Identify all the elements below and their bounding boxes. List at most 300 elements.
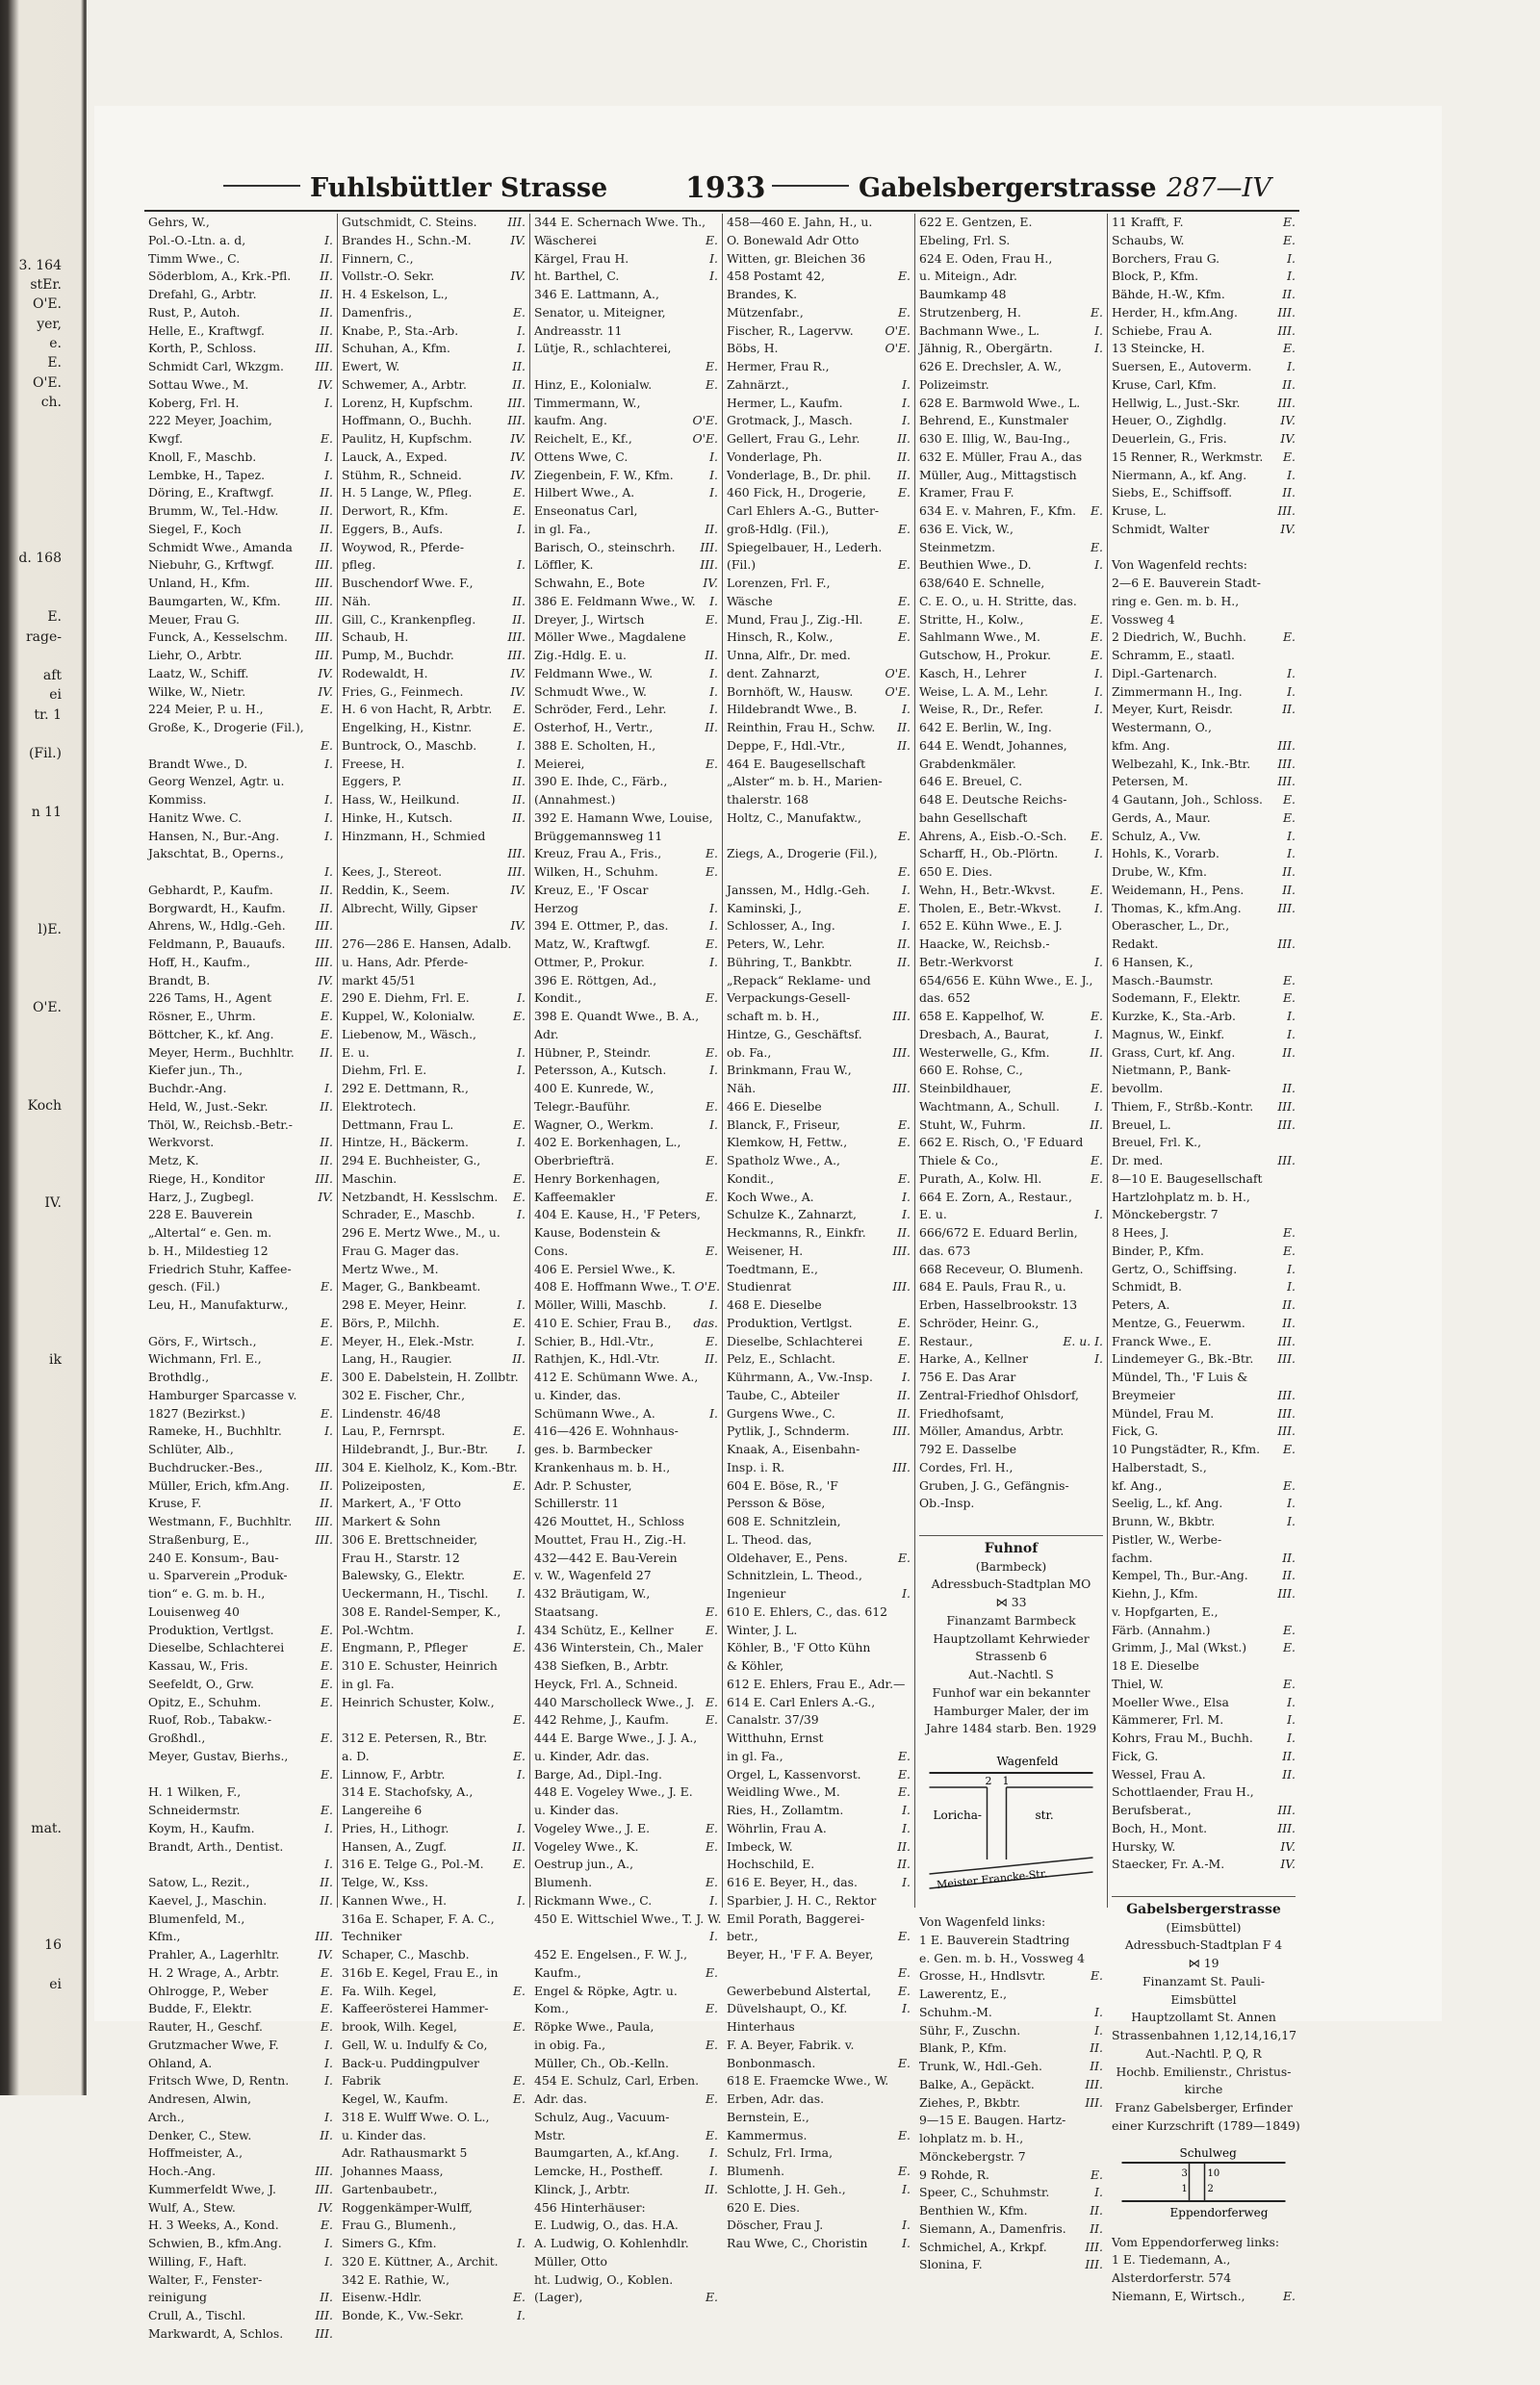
directory-entry	[1112, 1405, 1296, 1423]
floor-code: II.	[1282, 864, 1296, 879]
directory-column-4	[722, 214, 914, 2250]
directory-entry	[534, 1261, 718, 1279]
directory-entry	[148, 2144, 333, 2163]
directory-entry	[342, 1585, 526, 1603]
entry-text	[148, 1315, 152, 1333]
previous-page-fragment	[0, 197, 62, 1993]
entry-text	[148, 1856, 152, 1874]
directory-entry	[1112, 1639, 1296, 1657]
entry-text: Zig.-Hdlg. E. u.	[534, 648, 627, 662]
directory-column-3	[529, 214, 722, 2305]
directory-entry	[727, 756, 911, 774]
entry-text: Balewsky, G., Elektr.	[342, 1568, 466, 1583]
entry-text: Thöl, W., Reichsb.-Betr.-	[148, 1116, 293, 1132]
floor-code: O'E.	[885, 322, 911, 338]
entry-text: Schrader, E., Maschb.	[342, 1207, 475, 1222]
entry-text: 318 E. Wulff Wwe. O. L.,	[342, 2109, 490, 2124]
floor-code: O'E.	[885, 683, 911, 699]
fragment-line	[0, 432, 62, 451]
floor-code: E.	[513, 1477, 526, 1493]
floor-code	[523, 2109, 526, 2127]
floor-code	[715, 2235, 718, 2253]
entry-text: 402 E. Borkenhagen, L.,	[534, 1135, 681, 1150]
directory-entry	[1112, 232, 1296, 250]
directory-entry	[342, 2037, 526, 2055]
floor-code: E.	[706, 1098, 718, 1114]
entry-text: Mönckebergstr. 7	[919, 2148, 1026, 2164]
directory-entry	[534, 882, 718, 900]
floor-code	[908, 1622, 911, 1640]
directory-entry	[342, 1838, 526, 1857]
floor-code: III.	[700, 557, 718, 573]
entry-text: Börs, P., Milchh.	[342, 1315, 440, 1330]
directory-entry	[148, 1622, 333, 1640]
directory-entry	[919, 719, 1103, 737]
floor-code: E.	[898, 629, 911, 645]
floor-code: I.	[709, 449, 718, 464]
entry-text: fachm.	[1112, 1550, 1153, 1565]
directory-entry	[534, 1531, 718, 1550]
entry-text: E. u.	[919, 1207, 947, 1222]
street-info-line: Strassenbahnen 1,12,14,16,17	[1112, 2028, 1297, 2042]
floor-code: I.	[709, 918, 718, 934]
directory-entry	[342, 1730, 526, 1748]
entry-text: Adr.	[534, 1026, 559, 1041]
directory-entry	[148, 1513, 333, 1531]
directory-entry	[148, 556, 333, 575]
directory-entry	[1112, 304, 1296, 322]
floor-code: I.	[1094, 846, 1103, 861]
section-separator	[1112, 1896, 1296, 1897]
entry-text: Seefeldt, O., Grw.	[148, 1676, 254, 1691]
floor-code	[1100, 2112, 1103, 2130]
directory-entry	[148, 1856, 333, 1874]
entry-text: Haacke, W., Reichsb.-	[919, 936, 1050, 951]
floor-code: IV.	[318, 683, 333, 699]
fragment-line	[0, 1370, 62, 1389]
directory-entry	[534, 502, 718, 521]
floor-code: II.	[512, 611, 526, 627]
directory-entry	[342, 863, 526, 882]
entry-text: Hinke, H., Kutsch.	[342, 809, 453, 825]
entry-text: Lauck, A., Exped.	[342, 449, 448, 464]
entry-text: Kreuz, Frau A., Fris.,	[534, 846, 662, 861]
directory-entry	[727, 1261, 911, 1279]
entry-text: Brumm, W., Tel.-Hdw.	[148, 503, 279, 518]
fragment-line	[0, 901, 62, 920]
floor-code	[908, 502, 911, 521]
floor-code	[1293, 1783, 1296, 1802]
directory-entry	[1112, 1730, 1296, 1748]
directory-entry	[148, 1296, 333, 1315]
floor-code: E.	[706, 359, 718, 373]
fragment-line	[0, 1662, 62, 1681]
entry-text: 618 E. Fraemcke Wwe., W.	[727, 2073, 889, 2089]
fragment-line	[0, 1448, 62, 1467]
directory-entry	[534, 2289, 718, 2307]
floor-code: I.	[324, 2109, 333, 2124]
floor-code	[1100, 268, 1103, 286]
street-range-end: Gabelsbergerstrasse	[859, 173, 1157, 203]
directory-entry	[148, 954, 333, 972]
floor-code	[1293, 1170, 1296, 1189]
floor-code: II.	[705, 521, 718, 536]
floor-code	[523, 286, 526, 304]
entry-text: & Köhler,	[727, 1658, 784, 1673]
fragment-line: E.	[47, 355, 62, 372]
floor-code: E.	[706, 1712, 718, 1728]
floor-code: I.	[324, 1857, 333, 1872]
directory-entry	[342, 286, 526, 304]
entry-text: Hansen, N., Bur.-Ang.	[148, 828, 280, 843]
entry-text: 1 E. Tiedemann, A.,	[1112, 2252, 1231, 2268]
map-label-1: 1	[1181, 2183, 1188, 2194]
entry-text: Schlüter, Alb.,	[148, 1442, 234, 1456]
entry-text: (Lager),	[534, 2290, 583, 2305]
entry-text: Henry Borkenhagen,	[534, 1170, 660, 1186]
floor-code: I.	[902, 395, 911, 410]
directory-entry	[727, 791, 911, 809]
floor-code	[1293, 1206, 1296, 1224]
entry-text: Klinck, J., Arbtr.	[534, 2181, 630, 2196]
entry-text: Brandt Wwe., D.	[148, 756, 248, 771]
directory-entry	[148, 412, 333, 430]
entry-text: Grabdenkmäler.	[919, 756, 1016, 771]
entry-text: 224 Meier, P. u. H.,	[148, 702, 264, 717]
directory-entry	[727, 2090, 911, 2109]
directory-column-1	[144, 214, 337, 2341]
directory-entry	[342, 2235, 526, 2253]
floor-code	[715, 1802, 718, 1820]
entry-text: Schmidt Wwe., Amanda	[148, 539, 293, 554]
entry-text: Franck Wwe., E.	[1112, 1333, 1212, 1348]
directory-entry	[727, 1224, 911, 1243]
entry-text: Buntrock, O., Maschb.	[342, 737, 477, 753]
floor-code	[1100, 972, 1103, 990]
entry-text: 320 E. Küttner, A., Archit.	[342, 2253, 499, 2269]
entry-text: Kommiss.	[148, 792, 207, 807]
entry-text: Reddin, K., Seem.	[342, 882, 450, 897]
entry-text: Kondit.,	[727, 1170, 775, 1186]
directory-entry	[727, 376, 911, 395]
entry-text: Dreyer, J., Wirtsch	[534, 611, 645, 627]
fuhnof-street-map	[919, 1744, 1103, 1908]
entry-text: 4 Gautann, Joh., Schloss.	[1112, 792, 1264, 807]
directory-entry	[727, 2199, 911, 2218]
entry-text: 638/640 E. Schnelle,	[919, 576, 1045, 590]
directory-entry	[919, 1986, 1103, 2004]
fragment-line	[0, 783, 62, 803]
directory-entry	[1112, 1134, 1296, 1152]
directory-entry	[148, 701, 333, 719]
entry-text: Witthuhn, Ernst	[727, 1731, 824, 1745]
directory-entry	[148, 1369, 333, 1387]
entry-text: Mützenfabr.,	[727, 304, 804, 320]
floor-code: I.	[1094, 341, 1103, 356]
entry-text: Markwardt, A, Schlos.	[148, 2325, 284, 2341]
floor-code	[1100, 575, 1103, 593]
entry-text: Brinkmann, Frau W.,	[727, 1063, 852, 1078]
gabelsberger-street-block	[1112, 1896, 1300, 2228]
floor-code: I.	[1094, 702, 1103, 717]
directory-entry	[342, 1405, 526, 1423]
floor-code: E.	[1091, 611, 1103, 627]
directory-entry	[919, 1134, 1103, 1152]
entry-text: Schulz, Aug., Vacuum-	[534, 2109, 670, 2124]
entry-text: bevollm.	[1112, 1081, 1164, 1095]
street-info-line: ⋈ 19	[1188, 1956, 1219, 1970]
entry-text: Pytlik, J., Schnderm.	[727, 1423, 850, 1439]
directory-entry	[1112, 611, 1296, 629]
entry-text: Löffler, K.	[534, 557, 594, 573]
floor-code	[1293, 954, 1296, 972]
entry-text: Janssen, M., Hdlg.-Geh.	[727, 882, 870, 897]
floor-code	[523, 1080, 526, 1098]
entry-text: Hass, W., Heilkund.	[342, 792, 460, 807]
floor-code	[715, 1730, 718, 1748]
directory-entry	[1112, 539, 1296, 557]
entry-text: 410 E. Schier, Frau B.,	[534, 1315, 672, 1330]
directory-entry	[919, 1913, 1103, 1932]
directory-entry	[727, 1711, 911, 1730]
entry-text: Röpke Wwe., Paula,	[534, 2019, 654, 2034]
floor-code	[715, 2109, 718, 2127]
directory-entry	[534, 2055, 718, 2073]
directory-entry	[919, 1261, 1103, 1279]
floor-code: III.	[315, 1531, 333, 1547]
street-info-line: Adressbuch-Stadtplan MO	[931, 1577, 1091, 1592]
directory-entry	[1112, 1748, 1296, 1766]
floor-code	[715, 972, 718, 990]
floor-code: I.	[517, 1207, 526, 1222]
directory-entry	[919, 1495, 1103, 1513]
floor-code	[908, 1531, 911, 1550]
floor-code	[1293, 2270, 1296, 2288]
entry-text: Emil Porath, Baggerei-	[727, 1911, 865, 1926]
floor-code	[523, 1550, 526, 1568]
fragment-line	[0, 1174, 62, 1193]
street-info-line: Franz Gabelsberger, Erfinder	[1115, 2100, 1293, 2115]
directory-entry	[919, 1459, 1103, 1477]
floor-code: E.	[321, 1676, 333, 1691]
directory-entry	[148, 304, 333, 322]
fragment-line	[0, 217, 62, 236]
entry-text: Von Wagenfeld links:	[919, 1914, 1046, 1929]
fragment-line	[0, 1116, 62, 1135]
fragment-line	[0, 842, 62, 861]
entry-text: Gerds, A., Maur.	[1112, 809, 1211, 825]
directory-entry	[148, 2037, 333, 2055]
entry-text: Döscher, Frau J.	[727, 2218, 824, 2233]
floor-code: E.	[321, 1370, 333, 1384]
floor-code	[715, 1567, 718, 1585]
floor-code	[1293, 539, 1296, 557]
directory-entry	[919, 467, 1103, 485]
floor-code	[1100, 1369, 1103, 1387]
floor-code: II.	[1090, 2203, 1103, 2218]
floor-code	[523, 972, 526, 990]
entry-text: 616 E. Beyer, H., das.	[727, 1875, 858, 1889]
entry-text: Andresen, Alwin,	[148, 2091, 252, 2106]
directory-entry	[727, 1170, 911, 1189]
floor-code: I.	[1287, 269, 1296, 284]
floor-code: III.	[1277, 1116, 1296, 1132]
entry-text: Ruof, Rob., Tabakw.-	[148, 1712, 272, 1728]
entry-text: Fritsch Wwe, D, Rentn.	[148, 2073, 290, 2089]
entry-text: Speer, C., Schuhmstr.	[919, 2185, 1050, 2200]
directory-entry	[1112, 2270, 1296, 2288]
floor-code: II.	[512, 792, 526, 807]
entry-text: Vollstr.-O. Sekr.	[342, 269, 435, 284]
entry-text: Wehn, H., Betr.-Wkvst.	[919, 882, 1056, 897]
street-info-line: Hauptzollamt Kehrwieder	[933, 1630, 1090, 1646]
floor-code: IV.	[1280, 413, 1296, 428]
entry-text: 432 Bräutigam, W.,	[534, 1586, 651, 1601]
floor-code	[330, 1748, 333, 1766]
directory-entry	[1112, 467, 1296, 485]
floor-code	[523, 1459, 526, 1477]
directory-entry	[534, 250, 718, 269]
directory-entry	[727, 1459, 911, 1477]
floor-code: I.	[902, 413, 911, 428]
entry-text: Ottmer, P., Prokur.	[534, 954, 645, 969]
entry-text: u. Kinder, Adr. das.	[534, 1748, 650, 1763]
entry-text: Thiel, W.	[1112, 1676, 1164, 1691]
floor-code	[523, 575, 526, 593]
floor-code: E.	[513, 2019, 526, 2034]
entry-text: Bonde, K., Vw.-Sekr.	[342, 2308, 464, 2322]
directory-entry	[919, 1243, 1103, 1261]
entry-text: 390 E. Ihde, C., Färb.,	[534, 774, 668, 789]
floor-code: IV.	[510, 918, 526, 934]
fragment-line	[0, 1252, 62, 1271]
directory-entry	[919, 2256, 1103, 2274]
directory-entry	[919, 593, 1103, 611]
entry-text: 294 E. Buchheister, G.,	[342, 1153, 481, 1167]
entry-text	[919, 1513, 923, 1531]
floor-code	[330, 2271, 333, 2290]
directory-entry	[148, 882, 333, 900]
entry-text: Kause, Bodenstein &	[534, 1225, 661, 1240]
entry-text: Kom.,	[534, 2001, 570, 2016]
directory-entry	[534, 232, 718, 250]
entry-text: Damenfris.,	[342, 304, 413, 320]
floor-code: E.	[1091, 304, 1103, 320]
entry-text: Schnitzlein, L. Theod.,	[727, 1568, 862, 1583]
entry-text: Vogeley Wwe., J. E.	[534, 1820, 651, 1835]
entry-text: Spatholz Wwe., A.,	[727, 1153, 840, 1167]
floor-code: I.	[1287, 1261, 1296, 1276]
directory-entry	[727, 1639, 911, 1657]
floor-code: I.	[1094, 683, 1103, 699]
floor-code: I.	[709, 683, 718, 699]
floor-code	[330, 1261, 333, 1279]
entry-text: Dieselbe, Schlachterei	[727, 1333, 863, 1348]
floor-code: I.	[517, 341, 526, 356]
floor-code	[908, 1495, 911, 1513]
floor-code	[908, 1441, 911, 1459]
floor-code: E.	[1091, 1081, 1103, 1095]
floor-code: I.	[324, 232, 333, 247]
directory-entry	[534, 954, 718, 972]
directory-entry	[1112, 1062, 1296, 1080]
directory-entry	[1112, 936, 1296, 954]
floor-code: III.	[1277, 1333, 1296, 1348]
entry-text: Westmann, F., Buchhltr.	[148, 1514, 293, 1528]
directory-entry	[727, 2235, 911, 2253]
entry-text: Brothdlg.,	[148, 1370, 210, 1384]
entry-text: Mouttet, Frau H., Zig.-H.	[534, 1531, 687, 1547]
entry-text: Kondit.,	[534, 990, 582, 1006]
floor-code: II.	[1282, 287, 1296, 301]
street-info-line: Jahre 1484 starb. Ben. 1929	[925, 1721, 1097, 1736]
floor-code: E.	[1091, 1153, 1103, 1167]
floor-code	[715, 2072, 718, 2090]
directory-entry	[1112, 1333, 1296, 1351]
floor-code	[1100, 1477, 1103, 1496]
entry-text: 1827 (Bezirkst.)	[148, 1405, 245, 1421]
directory-entry	[148, 1008, 333, 1026]
floor-code: I.	[517, 1044, 526, 1060]
floor-code	[715, 1170, 718, 1189]
floor-code	[523, 2163, 526, 2181]
floor-code: E.	[898, 1333, 911, 1348]
floor-code	[715, 2271, 718, 2290]
directory-entry	[727, 809, 911, 828]
entry-text: gesch. (Fil.)	[148, 1279, 220, 1295]
entry-text: Budde, F., Elektr.	[148, 2001, 252, 2016]
directory-column-2	[337, 214, 529, 2322]
directory-entry	[727, 1350, 911, 1369]
directory-entry	[1112, 395, 1296, 413]
directory-entry	[342, 2307, 526, 2325]
directory-entry	[727, 1315, 911, 1333]
map-label-1: 1	[1002, 1775, 1010, 1787]
directory-entry	[727, 430, 911, 449]
fragment-line: d. 168	[18, 551, 62, 567]
floor-code: E.	[321, 1803, 333, 1817]
floor-code: E.	[321, 1964, 333, 1980]
directory-entry	[919, 2130, 1103, 2148]
directory-entry	[148, 863, 333, 882]
directory-entry	[148, 1278, 333, 1296]
entry-text: Oberascher, L., Dr.,	[1112, 918, 1230, 934]
floor-code: I.	[902, 1803, 911, 1817]
directory-entry	[148, 1676, 333, 1694]
floor-code: I.	[709, 900, 718, 915]
entry-text: Staatsang.	[534, 1603, 599, 1619]
floor-code: IV.	[703, 576, 718, 590]
entry-text: Schümann Wwe., A.	[534, 1405, 655, 1421]
directory-entry	[919, 2167, 1103, 2185]
floor-code: II.	[320, 250, 333, 266]
floor-code	[1100, 467, 1103, 485]
fragment-line	[0, 1624, 62, 1643]
entry-text: Ziegs, A., Drogerie (Fil.),	[727, 846, 878, 861]
floor-code: I.	[517, 322, 526, 338]
floor-code	[715, 828, 718, 846]
entry-text: Blank, P., Kfm.	[919, 2040, 1007, 2056]
floor-code	[1100, 1243, 1103, 1261]
directory-entry	[727, 322, 911, 341]
floor-code: E.	[513, 702, 526, 717]
street-info-line: (Barmbeck)	[975, 1558, 1047, 1574]
directory-entry	[342, 2289, 526, 2307]
directory-entry	[1112, 1278, 1296, 1296]
entry-text: u. Sparverein „Produk-	[148, 1568, 288, 1583]
entry-text: v. W., Wagenfeld 27	[534, 1568, 652, 1583]
entry-text: 316b E. Kegel, Frau E., in	[342, 1964, 499, 1980]
